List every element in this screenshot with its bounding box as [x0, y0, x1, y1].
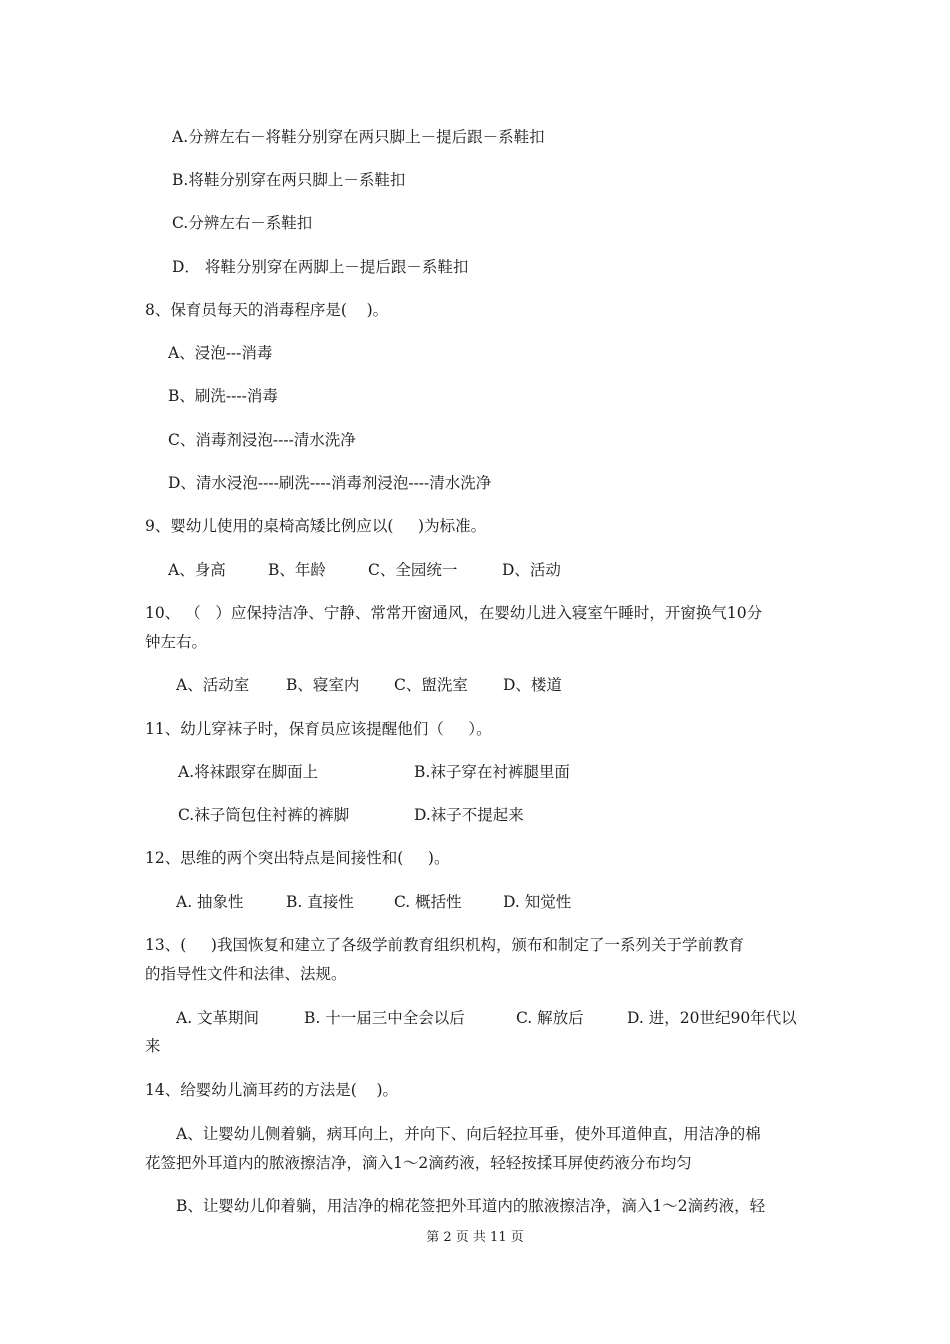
- q10-stem-line1: 10、 （ ）应保持洁净、宁静、常常开窗通风，在婴幼儿进入寝室午睡时，开窗换气10分: [145, 604, 763, 622]
- q8-stem: 8、保育员每天的消毒程序是( )。: [145, 301, 389, 319]
- q9-option-d: D、活动: [502, 561, 561, 579]
- q9-stem: 9、婴幼儿使用的桌椅高矮比例应以( )为标准。: [145, 517, 487, 535]
- q7-option-b: B.将鞋分别穿在两只脚上－系鞋扣: [172, 171, 406, 189]
- q12-options: [0, 892, 950, 912]
- q11-stem: 11、幼儿穿袜子时，保育员应该提醒他们（ ）。: [145, 720, 492, 738]
- q10-option-d: D、楼道: [503, 676, 562, 694]
- q7-option-d: D． 将鞋分别穿在两脚上－提后跟－系鞋扣: [172, 258, 469, 276]
- q12-option-b: B. 直接性: [286, 893, 354, 911]
- q14-option-a-line1: A、让婴幼儿侧着躺，病耳向上，并向下、向后轻拉耳垂，使外耳道伸直，用洁净的棉: [176, 1125, 761, 1143]
- q12-option-a: A. 抽象性: [176, 893, 244, 911]
- q10-option-c: C、盥洗室: [394, 676, 468, 694]
- q14-stem: 14、给婴幼儿滴耳药的方法是( )。: [145, 1081, 399, 1099]
- q12-option-c: C. 概括性: [394, 893, 462, 911]
- q8-option-c: C、消毒剂浸泡----清水洗净: [168, 431, 356, 449]
- q7-option-a: A.分辨左右－将鞋分别穿在两只脚上－提后跟－系鞋扣: [172, 128, 545, 146]
- q13-option-c: C. 解放后: [516, 1009, 584, 1027]
- q12-stem: 12、思维的两个突出特点是间接性和( )。: [145, 849, 450, 867]
- q13-options: [0, 1008, 950, 1028]
- q10-option-b: B、寝室内: [286, 676, 360, 694]
- q10-stem-line2: 钟左右。: [145, 633, 208, 651]
- q9-option-c: C、全园统一: [368, 561, 458, 579]
- q8-option-b: B、刷洗----消毒: [168, 387, 278, 405]
- q9-option-a: A、身高: [168, 561, 226, 579]
- q14-option-b-line1: B、让婴幼儿仰着躺，用洁净的棉花签把外耳道内的脓液擦洁净，滴入1～2滴药液，轻: [176, 1197, 766, 1215]
- q8-option-d: D、清水浸泡----刷洗----消毒剂浸泡----清水洗净: [168, 474, 492, 492]
- q13-stem-line2: 的指导性文件和法律、法规。: [145, 965, 347, 983]
- q13-option-d-continued: 来: [145, 1037, 161, 1055]
- q7-option-c: C.分辨左右－系鞋扣: [172, 214, 313, 232]
- q11-options-row2: [0, 805, 950, 825]
- q9-option-b: B、年龄: [268, 561, 326, 579]
- q11-options-row1: [0, 762, 950, 782]
- q9-options: [0, 560, 950, 580]
- q11-option-d: D.袜子不提起来: [414, 806, 524, 824]
- q11-option-b: B.袜子穿在衬裤腿里面: [414, 763, 570, 781]
- q13-option-a: A. 文革期间: [176, 1009, 260, 1027]
- q13-option-d: D. 进，20世纪90年代以: [627, 1009, 797, 1027]
- q10-option-a: A、活动室: [176, 676, 250, 694]
- q13-option-b: B. 十一届三中全会以后: [304, 1009, 465, 1027]
- q11-option-a: A.将袜跟穿在脚面上: [178, 763, 319, 781]
- q10-options: [0, 675, 950, 695]
- q14-option-a-line2: 花签把外耳道内的脓液擦洁净，滴入1～2滴药液，轻轻按揉耳屏使药液分布均匀: [145, 1154, 692, 1172]
- q13-stem-line1: 13、( )我国恢复和建立了各级学前教育组织机构，颁布和制定了一系列关于学前教育: [145, 936, 744, 954]
- q12-option-d: D. 知觉性: [503, 893, 572, 911]
- page-number-footer: 第 2 页 共 11 页: [426, 1230, 524, 1245]
- q8-option-a: A、浸泡---消毒: [168, 344, 273, 362]
- q11-option-c: C.袜子筒包住衬裤的裤脚: [178, 806, 350, 824]
